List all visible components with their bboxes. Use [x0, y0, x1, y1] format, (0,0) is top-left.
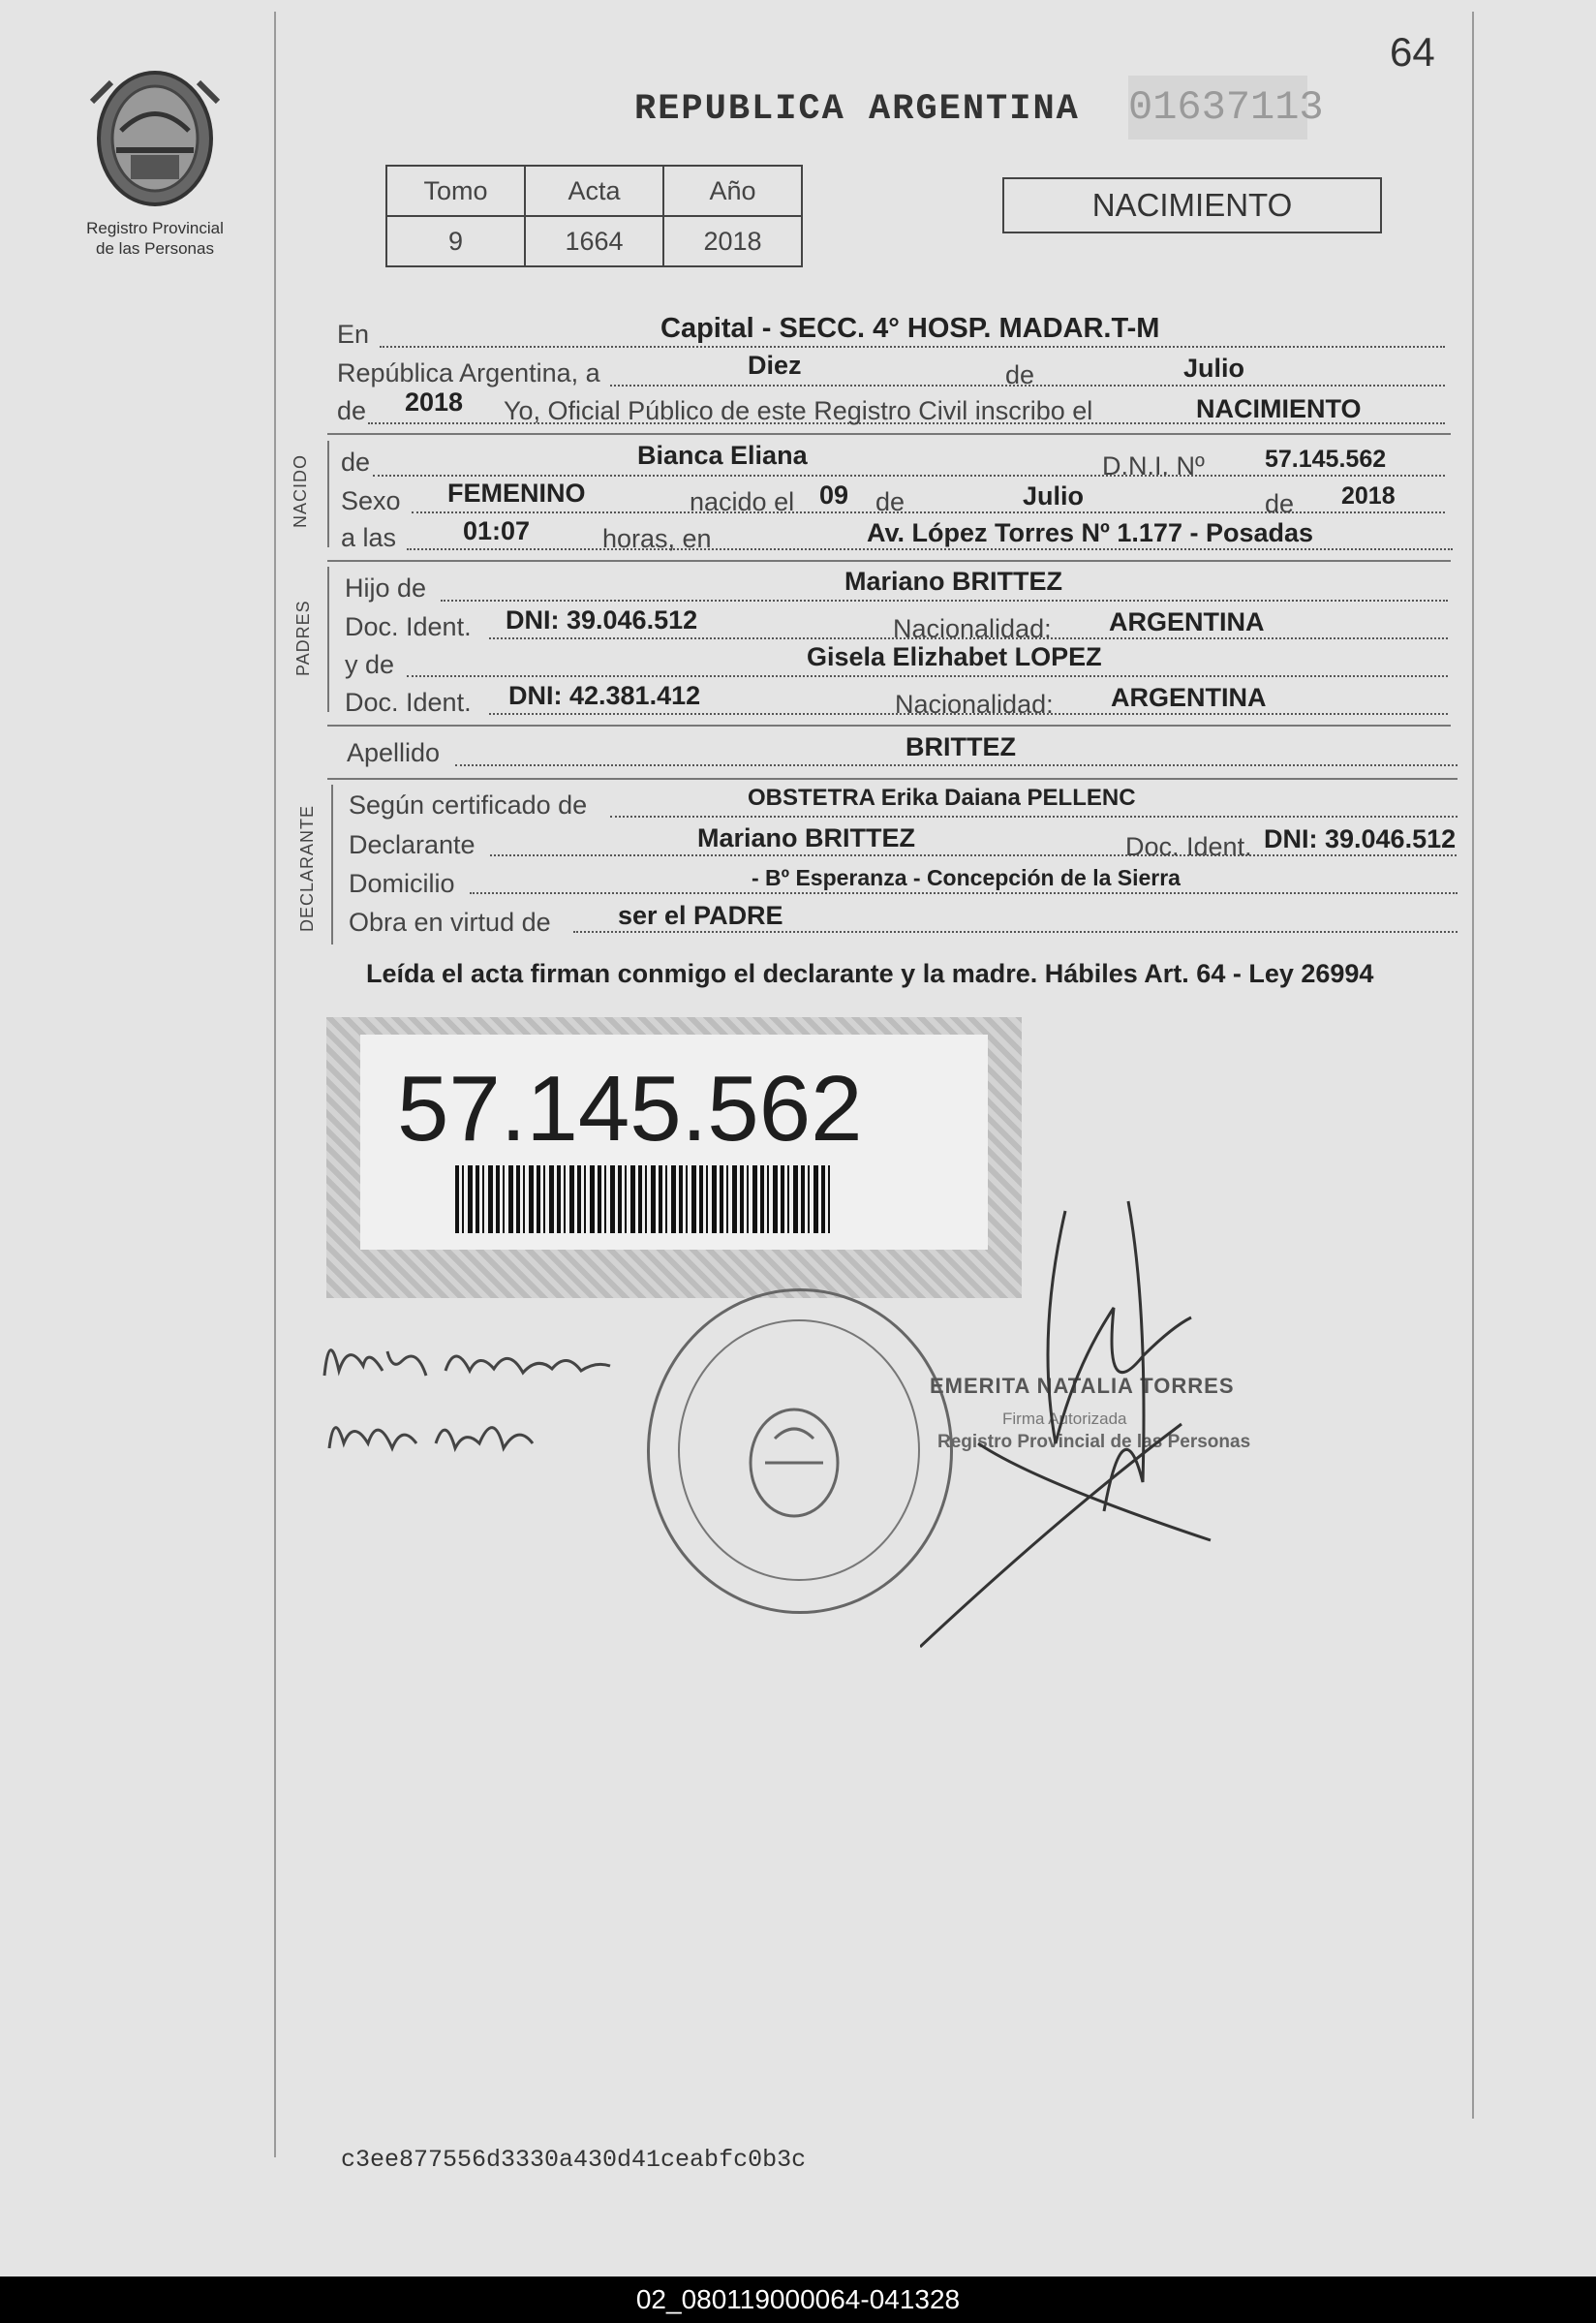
father-name: Mariano BRITTEZ	[844, 567, 1063, 596]
closing-statement: Leída el acta firman conmigo el declarante y la madre. Hábiles Art. 64 - Ley 26994	[366, 959, 1374, 988]
child-name: Bianca Eliana	[637, 441, 808, 470]
stamp-emblem-icon	[717, 1395, 872, 1531]
dni-label: D.N.I. Nº	[1102, 451, 1205, 480]
seal-caption: Registro Provincial	[86, 219, 224, 237]
official-org: Registro Provincial de las Personas	[937, 1432, 1251, 1452]
birth-year: 2018	[1341, 482, 1396, 510]
padres-section-label: PADRES	[293, 600, 313, 676]
register-table	[385, 165, 803, 267]
day-value: Diez	[748, 351, 802, 380]
republica-label: República Argentina, a	[337, 358, 600, 387]
misiones-emblem-icon	[82, 63, 228, 218]
birth-month: Julio	[1023, 481, 1085, 511]
mother-nat-label: Nacionalidad:	[895, 690, 1054, 719]
page-title: REPUBLICA ARGENTINA	[634, 89, 1080, 130]
year-value: 2018	[405, 387, 464, 417]
footer-id: 02_080119000064-041328	[635, 2284, 961, 2314]
place-value: Capital - SECC. 4° HOSP. MADAR.T-M	[660, 313, 1160, 344]
de2-label: de	[337, 396, 367, 425]
de-month-label: de	[875, 487, 905, 516]
tomo-header: Tomo	[386, 166, 525, 216]
apellido-value: BRITTEZ	[905, 732, 1016, 761]
en-label: En	[337, 320, 370, 349]
anio-header: Año	[663, 166, 802, 216]
obra-label: Obra en virtud de	[349, 908, 551, 937]
mother-name: Gisela Elizhabet LOPEZ	[807, 642, 1102, 671]
seal-caption-2: de las Personas	[96, 239, 214, 258]
a-las-label: a las	[341, 523, 397, 552]
handwritten-signatures	[310, 1322, 639, 1487]
mother-doc-label: Doc. Ident.	[345, 688, 472, 717]
sticker-dni: 57.145.562	[397, 1057, 863, 1161]
yo-label: Yo, Oficial Público de este Registro Civil inscribo el	[504, 396, 1093, 425]
decl-doc-label: Doc. Ident.	[1125, 832, 1252, 861]
nacido-de-label: de	[341, 448, 371, 477]
inscribe-value: NACIMIENTO	[1196, 394, 1362, 423]
tomo-value: 9	[386, 216, 525, 266]
official-signature	[920, 1192, 1230, 1657]
father-nat-label: Nacionalidad:	[893, 614, 1052, 643]
obra-value: ser el PADRE	[618, 901, 783, 930]
hijo-de-label: Hijo de	[345, 573, 427, 603]
nacido-section-label: NACIDO	[291, 453, 310, 528]
declarante-label: Declarante	[349, 830, 476, 859]
father-nationality: ARGENTINA	[1109, 607, 1265, 636]
left-margin-line	[274, 12, 276, 2157]
anio-value: 2018	[663, 216, 802, 266]
mother-doc: DNI: 42.381.412	[508, 681, 701, 710]
apellido-label: Apellido	[347, 738, 441, 767]
month-value: Julio	[1183, 354, 1245, 383]
serial-number: 01637113	[1128, 76, 1307, 139]
domicilio-label: Domicilio	[349, 869, 455, 898]
child-dni: 57.145.562	[1265, 446, 1387, 473]
birth-hour: 01:07	[463, 516, 531, 545]
father-doc: DNI: 39.046.512	[506, 605, 698, 635]
acta-header: Acta	[525, 166, 663, 216]
nacido-el-label: nacido el	[690, 487, 795, 516]
sexo-label: Sexo	[341, 486, 401, 515]
official-role: Firma Autorizada	[1002, 1409, 1127, 1428]
registry-seal	[68, 63, 242, 259]
father-doc-label: Doc. Ident.	[345, 612, 472, 641]
de-year-label: de	[1265, 489, 1295, 518]
certificate-type: NACIMIENTO	[1002, 177, 1382, 233]
de-label: de	[1005, 360, 1035, 389]
right-margin-line	[1472, 12, 1474, 2119]
official-name: EMERITA NATALIA TORRES	[930, 1374, 1235, 1398]
document-hash: c3ee877556d3330a430d41ceabfc0b3c	[341, 2146, 807, 2174]
declarante-value: Mariano BRITTEZ	[697, 823, 916, 852]
domicilio-value: - Bº Esperanza - Concepción de la Sierra	[752, 865, 1181, 890]
cert-label: Según certificado de	[349, 790, 588, 820]
sexo-value: FEMENINO	[447, 479, 586, 508]
y-de-label: y de	[345, 650, 395, 679]
decl-doc-value: DNI: 39.046.512	[1264, 824, 1457, 853]
mother-nationality: ARGENTINA	[1111, 683, 1267, 712]
horas-label: horas, en	[602, 524, 712, 553]
acta-value: 1664	[525, 216, 663, 266]
cert-value: OBSTETRA Erika Daiana PELLENC	[748, 785, 1136, 811]
birth-place: Av. López Torres Nº 1.177 - Posadas	[867, 518, 1314, 547]
declarante-section-label: DECLARANTE	[297, 804, 317, 932]
barcode-icon	[455, 1165, 833, 1233]
birth-day: 09	[819, 480, 849, 510]
page-number: 64	[1390, 29, 1435, 75]
